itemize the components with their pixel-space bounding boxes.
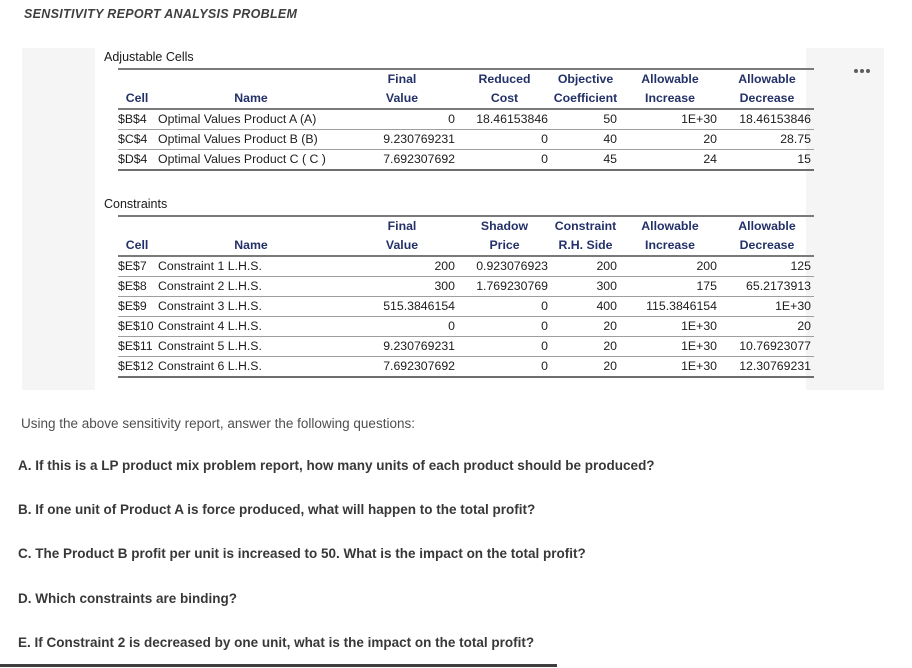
table-cell: 0.923076923 [458,256,551,277]
table-cell: 20 [551,337,620,357]
question-d: D. Which constraints are binding? [18,591,238,606]
table-cell: 15 [720,150,814,171]
table-cell: 7.692307692 [346,357,458,378]
table-row [118,297,814,317]
table-cell: Constraint 4 L.H.S. [156,317,346,337]
header-cell: Allowable [641,219,699,233]
table-cell: $D$4 [118,150,156,171]
table-cell: 40 [551,130,620,150]
sensitivity-report-card [22,48,884,390]
table-cell: 300 [346,277,458,297]
header-cell: Allowable [738,219,796,233]
table-row [118,256,814,277]
table-cell: 20 [551,317,620,337]
header-cell: Decrease [720,236,814,256]
table-cell: $E$9 [118,297,156,317]
question-b: B. If one unit of Product A is force produced, what will happen to the total profit? [18,502,536,517]
constraints-label: Constraints [104,197,168,211]
header-row [118,89,814,109]
table-cell: 9.230769231 [346,130,458,150]
table-cell: $E$12 [118,357,156,378]
table-cell: 20 [720,317,814,337]
table-cell: 45 [551,150,620,171]
table-cell: 300 [551,277,620,297]
header-cell: Decrease [720,89,814,109]
question-a: A. If this is a LP product mix problem report, how many units of each product should be produced? [18,458,655,473]
more-options-button[interactable] [846,63,878,79]
header-cell [156,69,346,89]
table-cell: 1E+30 [620,357,720,378]
question-c: C. The Product B profit per unit is increased to 50. What is the impact on the total profit? [18,546,586,561]
header-cell [118,69,156,89]
page-title: SENSITIVITY REPORT ANALYSIS PROBLEM [24,7,298,21]
table-row [118,337,814,357]
table-cell: 0 [458,317,551,337]
table-cell: 50 [551,109,620,130]
adjustable-cells-table [118,68,814,171]
table-cell: 65.2173913 [720,277,814,297]
table-cell: 200 [346,256,458,277]
table-cell: 1E+30 [620,317,720,337]
table-cell: $E$8 [118,277,156,297]
table-row [118,130,814,150]
table-cell: $E$10 [118,317,156,337]
table-cell: Constraint 5 L.H.S. [156,337,346,357]
header-cell [118,216,156,236]
table-cell: 20 [620,130,720,150]
table-cell: Optimal Values Product A (A) [156,109,346,130]
table-row [118,317,814,337]
table-row [118,150,814,171]
header-cell: Increase [620,236,720,256]
table-row [118,277,814,297]
header-cell: Increase [620,89,720,109]
header-cell: Shadow [480,219,529,233]
table-cell: 0 [458,150,551,171]
header-cell: Allowable [641,72,699,86]
table-cell: 18.46153846 [458,109,551,130]
table-cell: 200 [620,256,720,277]
table-cell: 125 [720,256,814,277]
table-cell: 175 [620,277,720,297]
header-cell: Objective [557,72,614,86]
table-cell: 1.769230769 [458,277,551,297]
header-cell: Final [387,219,417,233]
header-cell: Price [458,236,551,256]
header-cell: Final [387,72,417,86]
table-cell: Constraint 1 L.H.S. [156,256,346,277]
table-cell: 0 [458,337,551,357]
header-cell: Reduced [478,72,531,86]
table-cell: $E$11 [118,337,156,357]
table-cell: 1E+30 [620,337,720,357]
header-cell: Cell [118,236,156,256]
table-cell: Constraint 3 L.H.S. [156,297,346,317]
table-cell: 20 [551,357,620,378]
header-cell: Coefficient [551,89,620,109]
table-cell: 400 [551,297,620,317]
table-cell: 0 [458,297,551,317]
header-cell: Cost [458,89,551,109]
header-cell: Value [346,236,458,256]
table-cell: 515.3846154 [346,297,458,317]
table-cell: $C$4 [118,130,156,150]
header-cell: R.H. Side [551,236,620,256]
header-cell: Name [156,236,346,256]
header-cell: Allowable [738,72,796,86]
header-cell: Constraint [554,219,617,233]
table-cell: Constraint 6 L.H.S. [156,357,346,378]
header-row [118,69,814,89]
table-cell: Optimal Values Product B (B) [156,130,346,150]
adjustable-cells-label: Adjustable Cells [104,50,194,64]
table-row [118,109,814,130]
header-row [118,216,814,236]
header-cell [156,216,346,236]
next-section-divider [0,664,557,667]
sensitivity-report-sheet [95,48,811,390]
questions-intro: Using the above sensitivity report, answer the following questions: [21,416,415,431]
header-cell: Cell [118,89,156,109]
question-e: E. If Constraint 2 is decreased by one unit, what is the impact on the total profit? [18,635,535,650]
table-row [118,357,814,378]
table-cell: 200 [551,256,620,277]
table-cell: 7.692307692 [346,150,458,171]
constraints-table [118,215,814,378]
table-cell: 9.230769231 [346,337,458,357]
header-cell: Value [346,89,458,109]
header-cell: Name [156,89,346,109]
table-cell: 1E+30 [720,297,814,317]
table-cell: 10.76923077 [720,337,814,357]
table-cell: Optimal Values Product C ( C ) [156,150,346,171]
ellipsis-icon [854,69,858,73]
table-cell: 0 [346,317,458,337]
table-cell: 18.46153846 [720,109,814,130]
header-row [118,236,814,256]
table-cell: 24 [620,150,720,171]
ellipsis-icon [860,69,864,73]
table-cell: 0 [346,109,458,130]
table-cell: 115.3846154 [620,297,720,317]
table-cell: Constraint 2 L.H.S. [156,277,346,297]
table-cell: 1E+30 [620,109,720,130]
table-cell: $B$4 [118,109,156,130]
table-cell: 0 [458,130,551,150]
table-cell: 28.75 [720,130,814,150]
table-cell: 0 [458,357,551,378]
ellipsis-icon [866,69,870,73]
table-cell: 12.30769231 [720,357,814,378]
table-cell: $E$7 [118,256,156,277]
